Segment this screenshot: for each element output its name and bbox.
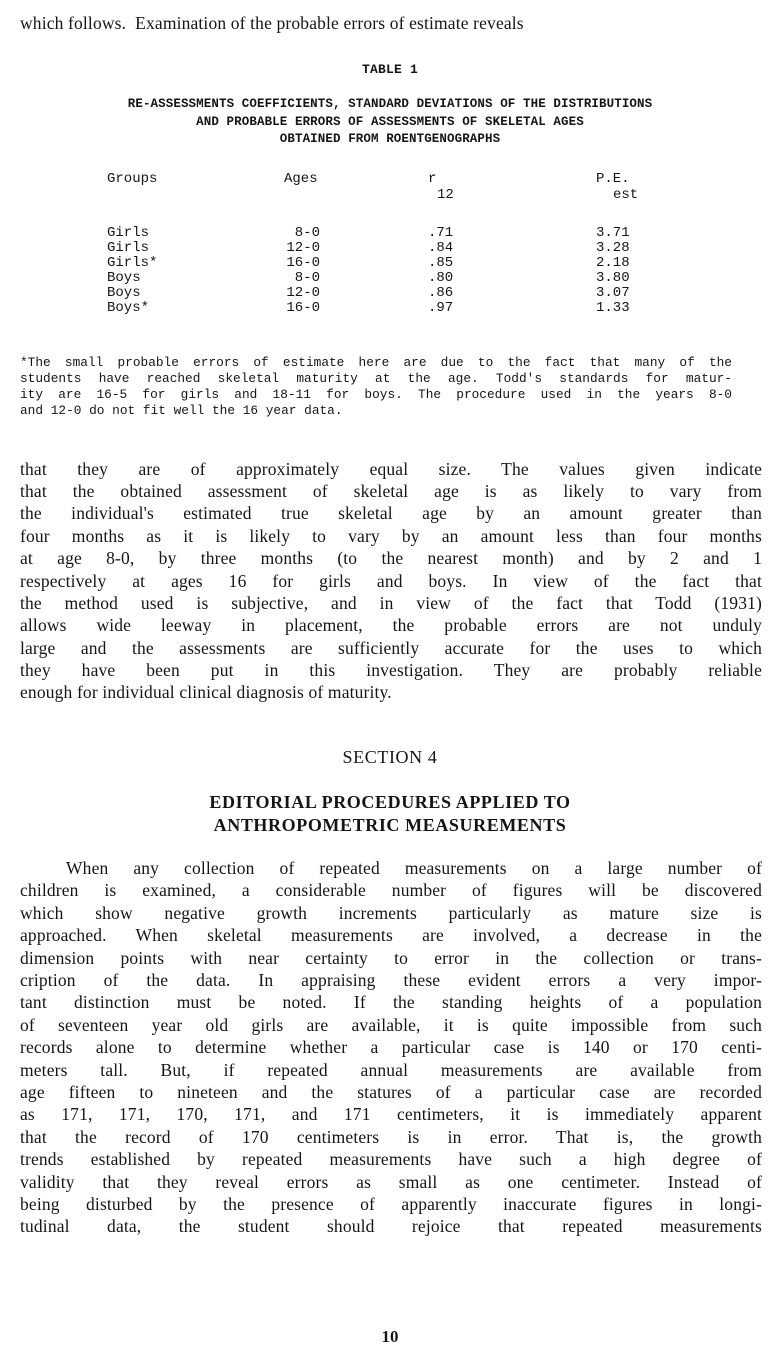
- cell-group: Boys: [107, 270, 141, 286]
- header-pe: P.E.: [596, 171, 630, 187]
- cell-age: 12-0: [286, 285, 320, 301]
- text-line: tant distinction must be noted. If the standing heights of a population: [20, 992, 762, 1012]
- text-line: tudinal data, the student should rejoice that repeated measurements: [20, 1216, 762, 1236]
- cell-r: .71: [428, 225, 454, 241]
- cell-r: .85: [428, 255, 454, 271]
- text-line: large and the assessments are sufficiently accurate for the uses to which: [20, 638, 762, 658]
- cell-pe: 2.18: [596, 255, 630, 271]
- text-line: approached. When skeletal measurements are involved, a decrease in the: [20, 925, 762, 945]
- table-caption-line-3: OBTAINED FROM ROENTGENOGRAPHS: [279, 132, 501, 146]
- cell-r: .86: [428, 285, 454, 301]
- cell-pe: 3.80: [596, 270, 630, 286]
- header-r-subscript: 12: [437, 187, 454, 203]
- text-line: trends established by repeated measurements have such a high degree of: [20, 1149, 762, 1169]
- section-title-line-1: EDITORIAL PROCEDURES APPLIED TO: [209, 792, 571, 812]
- text-line: the individual's estimated true skeletal age by an amount greater than: [20, 503, 762, 523]
- cell-age: 16-0: [286, 300, 320, 316]
- text-line: that they are of approximately equal size. The values given indicate: [20, 459, 762, 479]
- header-pe-subscript: est: [613, 187, 639, 203]
- text-line: age fifteen to nineteen and the statures of a particular case are recorded: [20, 1082, 762, 1102]
- cell-r: .97: [428, 300, 454, 316]
- text-line: records alone to determine whether a particular case is 140 or 170 centi-: [20, 1037, 762, 1057]
- cell-group: Girls*: [107, 255, 158, 271]
- cell-pe: 3.28: [596, 240, 630, 256]
- cell-pe: 1.33: [596, 300, 630, 316]
- table-label: TABLE 1: [361, 62, 418, 77]
- cell-age: 16-0: [286, 255, 320, 271]
- text-line: enough for individual clinical diagnosis of maturity.: [20, 682, 392, 702]
- text-line: validity that they reveal errors as small as one centimeter. Instead of: [20, 1172, 762, 1192]
- text-line: that the record of 170 centimeters is in error. That is, the growth: [20, 1127, 762, 1147]
- text-line: children is examined, a considerable number of figures will be discovered: [20, 880, 762, 900]
- cell-r: .84: [428, 240, 454, 256]
- cell-group: Girls: [107, 240, 150, 256]
- text-line: respectively at ages 16 for girls and boys. In view of the fact that: [20, 571, 762, 591]
- text-line: of seventeen year old girls are available, it is quite impossible from such: [20, 1015, 762, 1035]
- cell-group: Girls: [107, 225, 150, 241]
- text-line: being disturbed by the presence of apparently inaccurate figures in longi-: [20, 1194, 762, 1214]
- top-line: which follows. Examination of the probable errors of estimate reveals: [20, 13, 524, 33]
- footnote-line: students have reached skeletal maturity at the age. Todd's standards for matur-: [20, 371, 732, 386]
- text-line: that the obtained assessment of skeletal age is as likely to vary from: [20, 481, 762, 501]
- cell-group: Boys*: [107, 300, 150, 316]
- cell-pe: 3.07: [596, 285, 630, 301]
- text-line: the method used is subjective, and in view of the fact that Todd (1931): [20, 593, 762, 613]
- footnote-line: *The small probable errors of estimate here are due to the fact that many of the: [20, 355, 732, 370]
- text-line: four months as it is likely to vary by an amount less than four months: [20, 526, 762, 546]
- text-line: as 171, 171, 170, 171, and 171 centimeters, it is immediately apparent: [20, 1104, 762, 1124]
- text-line: at age 8-0, by three months (to the nearest month) and by 2 and 1: [20, 548, 762, 568]
- header-groups: Groups: [107, 171, 158, 187]
- text-line: allows wide leeway in placement, the probable errors are not unduly: [20, 615, 762, 635]
- text-line: dimension points with near certainty to error in the collection or trans-: [20, 948, 762, 968]
- cell-r: .80: [428, 270, 454, 286]
- header-ages: Ages: [284, 171, 318, 187]
- text-line: meters tall. But, if repeated annual measurements are available from: [20, 1060, 762, 1080]
- footnote-line: and 12-0 do not fit well the 16 year data.: [20, 403, 343, 418]
- cell-group: Boys: [107, 285, 141, 301]
- text-line: When any collection of repeated measurements on a large number of: [66, 858, 762, 878]
- footnote-line: ity are 16-5 for girls and 18-11 for boys. The procedure used in the years 8-0: [20, 387, 732, 402]
- text-line: cription of the data. In appraising these evident errors a very impor-: [20, 970, 762, 990]
- text-line: they have been put in this investigation. They are probably reliable: [20, 660, 762, 680]
- page-number: 10: [381, 1327, 399, 1346]
- section-title-line-2: ANTHROPOMETRIC MEASUREMENTS: [213, 815, 567, 835]
- cell-pe: 3.71: [596, 225, 630, 241]
- cell-age: 12-0: [286, 240, 320, 256]
- cell-age: 8-0: [294, 270, 320, 286]
- cell-age: 8-0: [294, 225, 320, 241]
- table-caption-line-2: AND PROBABLE ERRORS OF ASSESSMENTS OF SKELETAL AGES: [196, 115, 584, 129]
- section-heading: SECTION 4: [342, 747, 438, 767]
- text-line: which show negative growth increments particularly as mature size is: [20, 903, 762, 923]
- table-caption-line-1: RE-ASSESSMENTS COEFFICIENTS, STANDARD DEVIATIONS OF THE DISTRIBUTIONS: [127, 97, 653, 111]
- header-r: r: [428, 171, 437, 187]
